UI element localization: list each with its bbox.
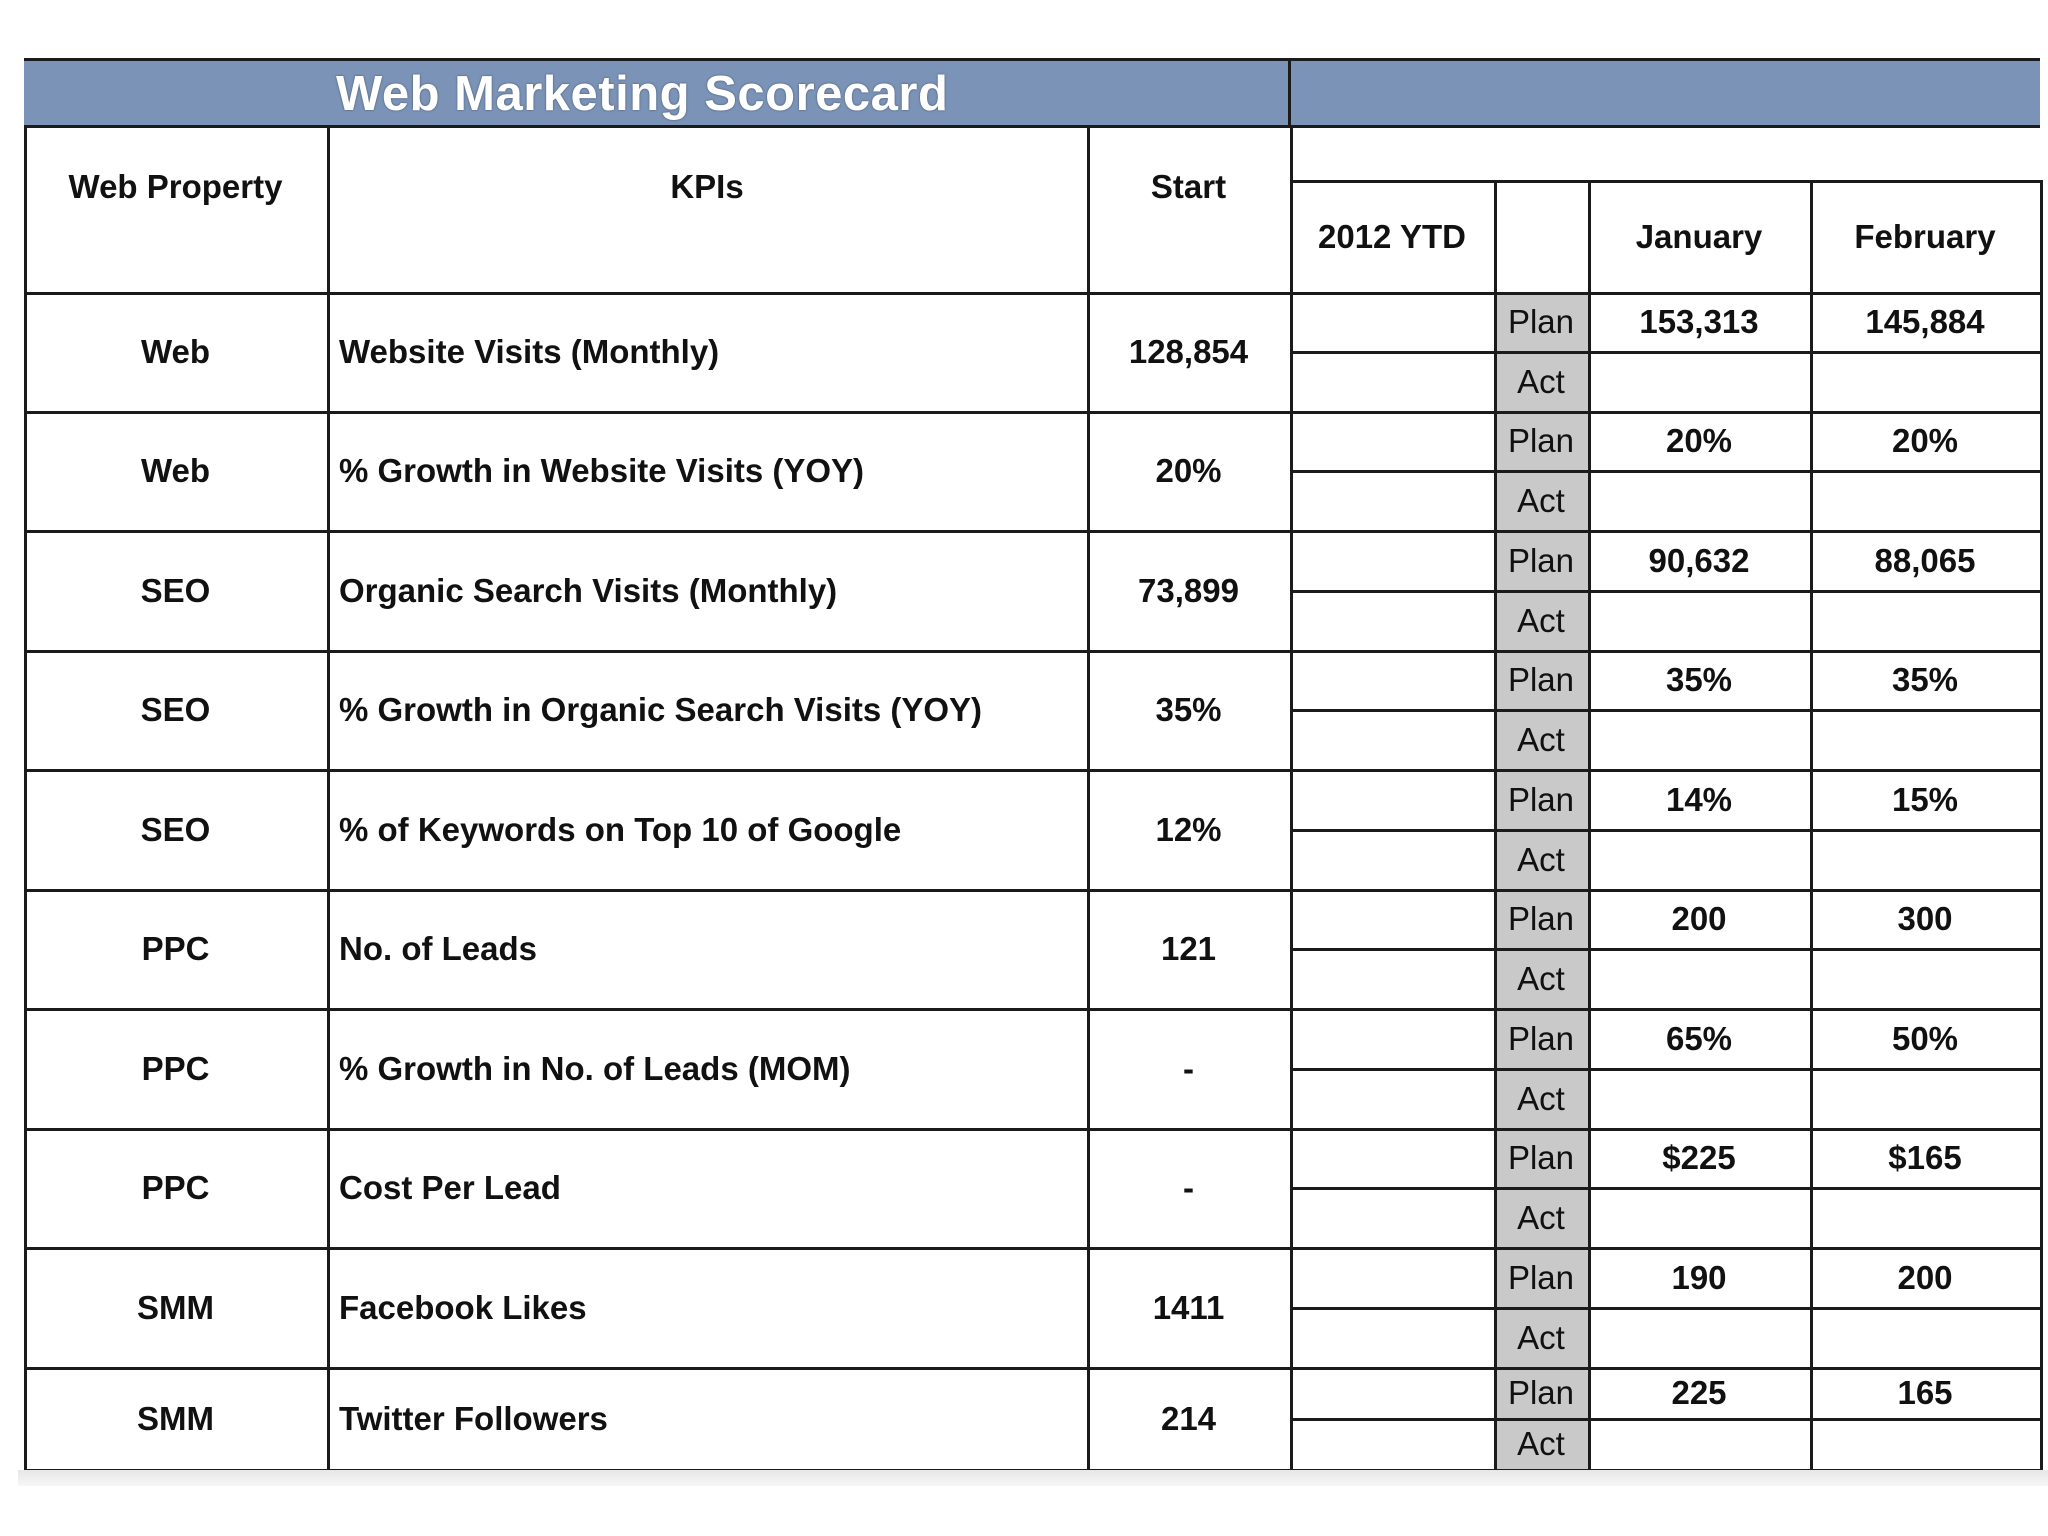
row-property: SEO — [140, 810, 211, 848]
plan-february: 300 — [1897, 900, 1953, 938]
header-2012-ytd: 2012 YTD — [1318, 218, 1466, 255]
plan-act-divider — [1290, 351, 2043, 354]
plan-january: 190 — [1671, 1258, 1727, 1296]
row-start: 1411 — [1152, 1288, 1225, 1326]
plan-act-divider — [1290, 470, 2043, 473]
header-start: Start — [1150, 168, 1227, 205]
plan-act-divider — [1290, 829, 2043, 832]
plan-february: 35% — [1891, 661, 1959, 699]
plan-february: 145,884 — [1865, 302, 1985, 340]
act-label: Act — [1517, 601, 1565, 639]
title-bar — [24, 58, 2040, 128]
plan-january: 90,632 — [1648, 541, 1750, 579]
row-property: PPC — [141, 1049, 210, 1087]
act-label: Act — [1517, 960, 1565, 998]
header-january: January — [1635, 218, 1763, 255]
title-divider — [1288, 58, 1291, 128]
plan-act-divider — [1290, 709, 2043, 712]
row-property: SEO — [140, 571, 211, 609]
row-property: Web — [140, 452, 211, 490]
plan-february: 88,065 — [1874, 541, 1976, 579]
row-kpi: Website Visits (Monthly) — [339, 332, 720, 370]
act-label: Act — [1517, 1079, 1565, 1117]
header-february: February — [1854, 218, 1996, 255]
plan-label: Plan — [1507, 1139, 1575, 1177]
plan-february: 50% — [1891, 1019, 1959, 1057]
row-property: PPC — [141, 1169, 210, 1207]
row-kpi: % Growth in Organic Search Visits (YOY) — [339, 691, 983, 729]
plan-label: Plan — [1507, 780, 1575, 818]
plan-act-divider — [1290, 1068, 2043, 1071]
plan-label: Plan — [1507, 661, 1575, 699]
row-kpi: % Growth in No. of Leads (MOM) — [339, 1049, 851, 1087]
row-start: - — [1183, 1169, 1194, 1207]
plan-january: $225 — [1662, 1139, 1736, 1177]
act-label: Act — [1517, 1425, 1565, 1463]
header-kpis: KPIs — [670, 168, 744, 205]
row-property: SMM — [137, 1399, 214, 1437]
act-label: Act — [1517, 1199, 1565, 1237]
row-start: 214 — [1160, 1399, 1217, 1437]
plan-january: 65% — [1665, 1019, 1733, 1057]
plan-act-divider — [1290, 1187, 2043, 1190]
plan-label: Plan — [1507, 1258, 1575, 1296]
col-line-ytd — [1290, 128, 1293, 1470]
plan-february: 200 — [1897, 1258, 1953, 1296]
row-start: - — [1183, 1049, 1194, 1087]
plan-label: Plan — [1507, 422, 1575, 460]
plan-act-divider — [1290, 1418, 2043, 1421]
row-start: 12% — [1155, 810, 1222, 848]
plan-february: 15% — [1891, 780, 1959, 818]
outer-right-border — [2040, 180, 2043, 1470]
row-kpi: % Growth in Website Visits (YOY) — [339, 452, 865, 490]
act-label: Act — [1517, 362, 1565, 400]
plan-label: Plan — [1507, 1374, 1575, 1412]
plan-january: 35% — [1665, 661, 1733, 699]
act-label: Act — [1517, 1318, 1565, 1356]
plan-label: Plan — [1507, 1019, 1575, 1057]
plan-january: 153,313 — [1639, 302, 1759, 340]
row-kpi: Cost Per Lead — [339, 1169, 561, 1207]
footer-shade — [18, 1470, 2048, 1486]
row-start: 73,899 — [1138, 571, 1239, 609]
plan-label: Plan — [1507, 541, 1575, 579]
scorecard-title: Web Marketing Scorecard — [336, 67, 949, 121]
plan-act-divider — [1290, 948, 2043, 951]
plan-label: Plan — [1507, 302, 1575, 340]
row-property: SEO — [140, 691, 211, 729]
row-start: 128,854 — [1128, 332, 1249, 370]
plan-february: 165 — [1897, 1374, 1953, 1412]
header-web-property: Web Property — [68, 168, 283, 205]
row-property: PPC — [141, 930, 210, 968]
row-kpi: % of Keywords on Top 10 of Google — [339, 810, 902, 848]
sub-header-top-line — [1290, 180, 2040, 183]
row-start: 20% — [1155, 452, 1222, 490]
row-property: Web — [140, 332, 211, 370]
plan-label: Plan — [1507, 900, 1575, 938]
plan-january: 225 — [1671, 1374, 1727, 1412]
row-start: 35% — [1155, 691, 1222, 729]
act-label: Act — [1517, 840, 1565, 878]
plan-january: 200 — [1671, 900, 1727, 938]
plan-february: $165 — [1888, 1139, 1962, 1177]
plan-act-divider — [1290, 590, 2043, 593]
act-label: Act — [1517, 482, 1565, 520]
plan-january: 20% — [1665, 422, 1733, 460]
plan-act-divider — [1290, 1307, 2043, 1310]
row-property: SMM — [137, 1288, 214, 1326]
row-kpi: No. of Leads — [339, 930, 538, 968]
plan-february: 20% — [1891, 422, 1959, 460]
act-label: Act — [1517, 721, 1565, 759]
row-kpi: Organic Search Visits (Monthly) — [339, 571, 838, 609]
row-start: 121 — [1160, 930, 1217, 968]
row-kpi: Facebook Likes — [339, 1288, 587, 1326]
plan-january: 14% — [1665, 780, 1733, 818]
row-kpi: Twitter Followers — [339, 1399, 608, 1437]
